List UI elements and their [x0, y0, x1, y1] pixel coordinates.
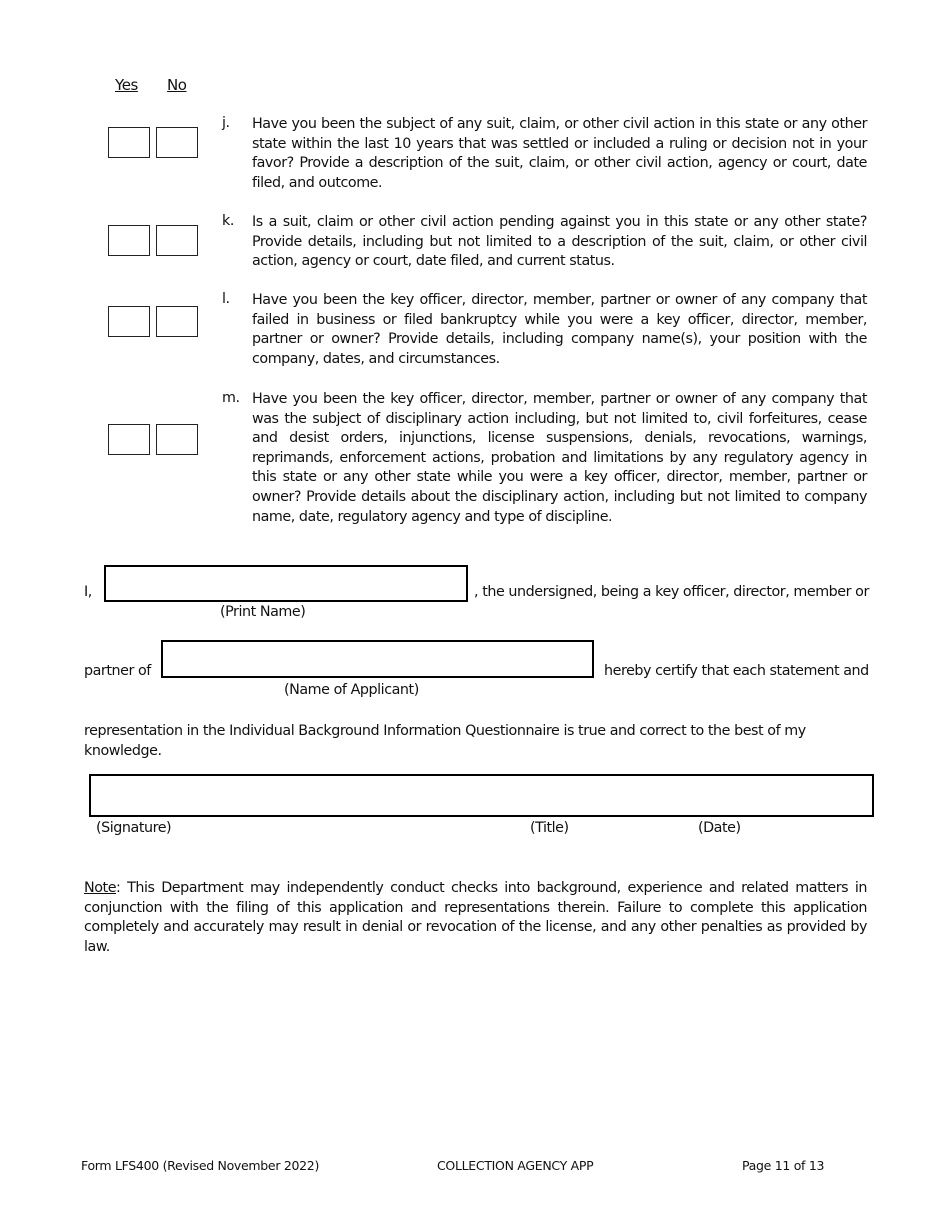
- title-label: (Title): [530, 820, 569, 836]
- note-label: Note: [84, 880, 117, 896]
- footer-center-title: COLLECTION AGENCY APP: [437, 1158, 594, 1173]
- question-k-no-checkbox[interactable]: [156, 225, 198, 256]
- question-k-yes-checkbox[interactable]: [108, 225, 150, 256]
- name-of-applicant-label: (Name of Applicant): [284, 682, 419, 698]
- i-prefix-text: I,: [84, 584, 92, 600]
- undersigned-text: , the undersigned, being a key officer, director, member or: [474, 584, 869, 600]
- question-j-letter: j.: [222, 115, 230, 131]
- question-m-text: Have you been the key officer, director, member, partner or owner of any company that was the subject of disciplinary action including, but not limited to, civil forfeitures, cease and desist orders, injunctions, license suspensions, denials, revocations, warnings, reprimands, enforcement actions, probation and limitations by any regulatory agency in this state or any other state while you were a key officer, director, member, partner or owner? Provide details about the disciplinary action, including but not limited to company name, date, regulatory agency and type of discipline.: [252, 391, 867, 525]
- footer-form-id: Form LFS400 (Revised November 2022): [81, 1158, 320, 1173]
- no-column-header: No: [167, 76, 187, 94]
- question-j-text: Have you been the subject of any suit, claim, or other civil action in this state or any other state within the last 10 years that was settled or included a ruling or decision not in your favor? Provide a description of the suit, claim, or other civil action, agency or court, date filed, and outcome.: [252, 116, 867, 191]
- print-name-field[interactable]: [104, 565, 468, 602]
- date-label: (Date): [698, 820, 741, 836]
- footer-page-number: Page 11 of 13: [742, 1158, 825, 1173]
- print-name-label: (Print Name): [220, 604, 306, 620]
- question-k-letter: k.: [222, 213, 234, 229]
- applicant-name-field[interactable]: [161, 640, 594, 678]
- question-l-no-checkbox[interactable]: [156, 306, 198, 337]
- question-j-yes-checkbox[interactable]: [108, 127, 150, 158]
- question-j-no-checkbox[interactable]: [156, 127, 198, 158]
- question-k-text: Is a suit, claim or other civil action pending against you in this state or any other state? Provide details, including but not limited to a description of the suit, claim, or other civil action, agency or court, date filed, and current status.: [252, 214, 867, 270]
- yes-column-header: Yes: [115, 76, 138, 94]
- hereby-certify-text: hereby certify that each statement and: [604, 663, 869, 679]
- partner-of-text: partner of: [84, 663, 151, 679]
- question-l-text: Have you been the key officer, director, member, partner or owner of any company that failed in business or filed bankruptcy while you were a key officer, director, member, partner or owner? Provide details, including company name(s), your position with the company, dates, and circumstances.: [252, 292, 867, 367]
- representation-text: representation in the Individual Background Information Questionnaire is true and correct to the best of my knowledge.: [84, 723, 806, 759]
- signature-label: (Signature): [96, 820, 172, 836]
- question-m-letter: m.: [222, 390, 240, 406]
- question-l-letter: l.: [222, 291, 230, 307]
- question-l-yes-checkbox[interactable]: [108, 306, 150, 337]
- note-text: : This Department may independently conduct checks into background, experience and related matters in conjunction with the filing of this application and representations therein. Failure to complete this application completely and accurately may result in denial or revocation of the license, and any other penalties as provided by law.: [84, 880, 867, 955]
- question-m-no-checkbox[interactable]: [156, 424, 198, 455]
- signature-field[interactable]: [89, 774, 874, 817]
- question-m-yes-checkbox[interactable]: [108, 424, 150, 455]
- note-paragraph: [84, 879, 867, 957]
